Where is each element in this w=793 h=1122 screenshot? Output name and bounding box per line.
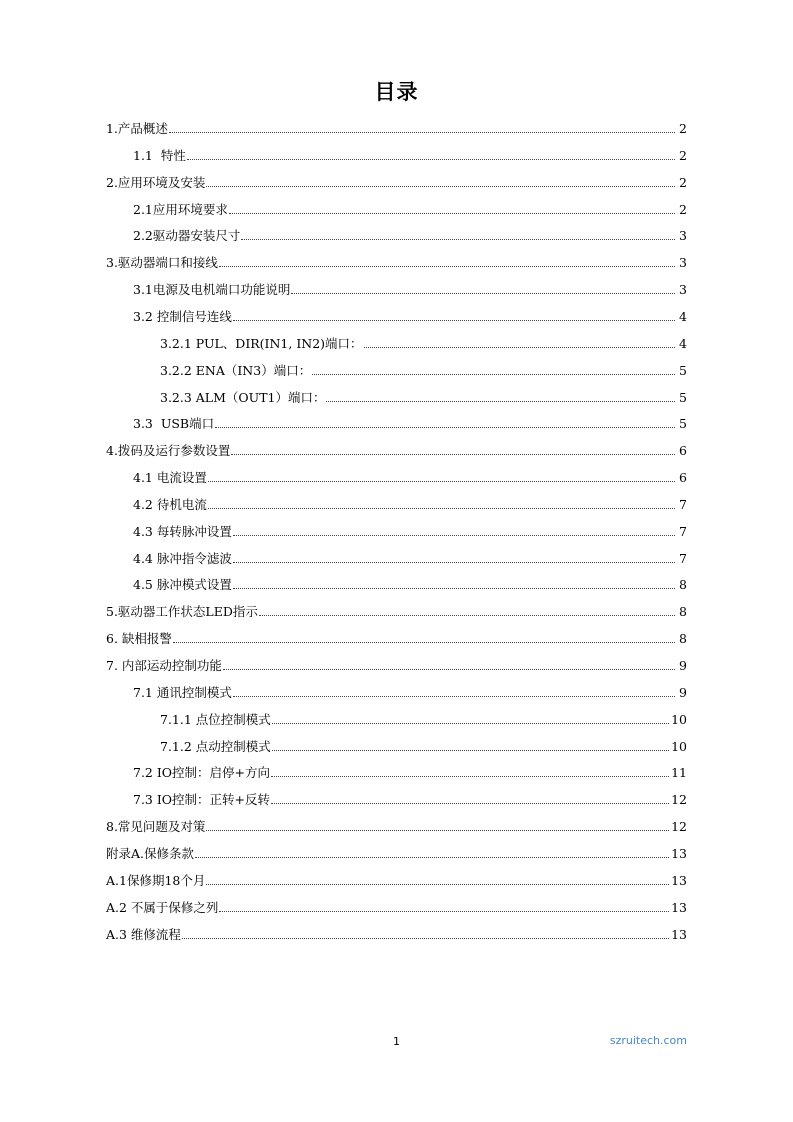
toc-entry-label: 4.4 脉冲指令滤波 xyxy=(133,550,232,566)
toc-entry[interactable] xyxy=(106,164,687,191)
toc-entry[interactable] xyxy=(133,271,687,298)
toc-entry-label: 7.1 通讯控制模式 xyxy=(133,684,232,700)
toc-entry[interactable] xyxy=(106,110,687,137)
toc-entry-page: 13 xyxy=(671,872,687,888)
toc-leader-dots xyxy=(169,132,675,133)
toc-entry-page: 13 xyxy=(671,926,687,942)
toc-leader-dots xyxy=(219,266,675,267)
toc-leader-dots xyxy=(233,320,675,321)
toc-entry-page: 3 xyxy=(679,228,687,244)
toc-leader-dots xyxy=(182,938,669,939)
toc-entry-label: 3.2.3 ALM（OUT1）端口： xyxy=(160,389,326,405)
toc-leader-dots xyxy=(233,562,675,563)
toc-entry-page: 11 xyxy=(671,765,687,781)
toc-leader-dots xyxy=(312,374,675,375)
toc-entry-page: 5 xyxy=(679,362,687,378)
toc-entry-page: 8 xyxy=(679,577,687,593)
toc-entry-page: 10 xyxy=(671,738,687,754)
toc-entry[interactable] xyxy=(133,486,687,513)
toc-entry[interactable] xyxy=(106,889,687,916)
toc-leader-dots xyxy=(272,723,669,724)
toc-entry[interactable] xyxy=(106,862,687,889)
toc-entry[interactable] xyxy=(133,191,687,218)
toc-leader-dots xyxy=(271,776,669,777)
toc-entry[interactable] xyxy=(106,620,687,647)
toc-entry-page: 12 xyxy=(671,792,687,808)
toc-entry[interactable] xyxy=(133,540,687,567)
toc-leader-dots xyxy=(187,159,675,160)
toc-entry-label: 3.2.1 PUL、DIR(IN1, IN2)端口： xyxy=(160,335,363,351)
toc-entry-label: A.1保修期18个月 xyxy=(106,872,206,888)
toc-leader-dots xyxy=(291,293,675,294)
toc-entry-label: 1.1 特性 xyxy=(133,147,186,163)
toc-entry-label: 7.3 IO控制：正转+反转 xyxy=(133,792,271,808)
toc-entry[interactable] xyxy=(133,674,687,701)
toc-entry-page: 12 xyxy=(671,819,687,835)
toc-entry-label: 4.拨码及运行参数设置 xyxy=(106,443,231,459)
toc-entry[interactable] xyxy=(160,379,687,406)
toc-entry[interactable] xyxy=(106,835,687,862)
toc-entry-label: 5.驱动器工作状态LED指示 xyxy=(106,604,258,620)
toc-leader-dots xyxy=(233,588,675,589)
toc-entry-page: 9 xyxy=(679,658,687,673)
toc-entry-label: 3.1电源及电机端口功能说明 xyxy=(133,282,291,298)
toc-entry-label: 7.1.2 点动控制模式 xyxy=(160,738,271,754)
toc-leader-dots xyxy=(215,427,675,428)
toc-entry-label: 4.3 每转脉冲设置 xyxy=(133,523,232,539)
toc-leader-dots xyxy=(208,508,675,509)
toc-entry[interactable] xyxy=(133,566,687,593)
toc-entry[interactable] xyxy=(133,217,687,244)
toc-entry[interactable] xyxy=(133,405,687,432)
toc-entry[interactable] xyxy=(160,352,687,379)
toc-entry-page: 8 xyxy=(679,631,687,647)
toc-entry[interactable] xyxy=(133,513,687,540)
toc-leader-dots xyxy=(206,884,669,885)
toc-leader-dots xyxy=(364,347,675,348)
toc-entry-page: 8 xyxy=(679,604,687,620)
toc-entry-page: 6 xyxy=(679,443,687,459)
toc-entry-label: 7.1.1 点位控制模式 xyxy=(160,711,271,727)
toc-leader-dots xyxy=(173,642,675,643)
toc-entry[interactable] xyxy=(133,781,687,808)
toc-entry-label: 2.应用环境及安装 xyxy=(106,174,206,190)
toc-entry[interactable] xyxy=(106,916,687,943)
toc-entry[interactable] xyxy=(133,754,687,781)
toc-entry[interactable] xyxy=(133,137,687,164)
toc-entry-label: 1.产品概述 xyxy=(106,121,168,136)
toc-leader-dots xyxy=(219,911,669,912)
toc-entry-page: 3 xyxy=(679,282,687,298)
footer-site-link[interactable]: szruitech.com xyxy=(609,1034,687,1047)
toc-entry-label: 2.2驱动器安装尺寸 xyxy=(133,228,241,244)
toc-entry[interactable] xyxy=(133,298,687,325)
toc-entry[interactable] xyxy=(160,701,687,728)
toc-leader-dots xyxy=(231,454,675,455)
toc-entry-page: 13 xyxy=(671,845,687,861)
toc-leader-dots xyxy=(233,696,675,697)
toc-leader-dots xyxy=(195,857,669,858)
toc-entry-page: 13 xyxy=(671,899,687,915)
page-number: 1 xyxy=(393,1035,400,1048)
toc-entry-page: 2 xyxy=(679,121,687,136)
toc-entry[interactable] xyxy=(106,432,687,459)
toc-entry-label: 附录A.保修条款 xyxy=(106,845,195,861)
toc-entry-page: 9 xyxy=(679,684,687,700)
toc-entry-page: 6 xyxy=(679,470,687,486)
toc-entry-page: 10 xyxy=(671,711,687,727)
toc-leader-dots xyxy=(241,239,675,240)
toc-entry-label: A.3 维修流程 xyxy=(106,926,181,942)
toc-entry-label: 2.1应用环境要求 xyxy=(133,201,228,217)
toc-entry-page: 7 xyxy=(679,523,687,539)
toc-entry-label: 4.5 脉冲模式设置 xyxy=(133,577,232,593)
toc-entry[interactable] xyxy=(160,728,687,755)
toc-entry-label: 3.3 USB端口 xyxy=(133,416,215,432)
toc-entry-page: 2 xyxy=(679,201,687,217)
toc-entry[interactable] xyxy=(160,325,687,352)
toc-leader-dots xyxy=(206,186,675,187)
toc-entry-page: 4 xyxy=(679,308,687,324)
toc-entry[interactable] xyxy=(106,808,687,835)
toc-entry-page: 2 xyxy=(679,147,687,163)
toc-leader-dots xyxy=(208,481,675,482)
toc-leader-dots xyxy=(326,401,675,402)
toc-leader-dots xyxy=(271,803,669,804)
toc-entry-label: 4.1 电流设置 xyxy=(133,470,207,486)
toc-entry-label: 7.2 IO控制：启停+方向 xyxy=(133,765,271,781)
toc-entry-page: 2 xyxy=(679,174,687,190)
toc-entry-page: 5 xyxy=(679,416,687,432)
toc-entry-label: A.2 不属于保修之列 xyxy=(106,899,219,915)
toc-leader-dots xyxy=(233,535,675,536)
toc-entry-label: 3.2.2 ENA（IN3）端口： xyxy=(160,362,312,378)
toc-entry-label: 8.常见问题及对策 xyxy=(106,819,206,835)
toc-entry-page: 5 xyxy=(679,389,687,405)
toc-entry-label: 3.驱动器端口和接线 xyxy=(106,255,218,271)
toc-leader-dots xyxy=(259,615,675,616)
toc-entry-label: 4.2 待机电流 xyxy=(133,496,207,512)
toc-entry[interactable] xyxy=(133,459,687,486)
toc-entry-page: 7 xyxy=(679,496,687,512)
toc-leader-dots xyxy=(223,669,675,670)
toc-entry[interactable] xyxy=(106,593,687,620)
toc-entry-page: 7 xyxy=(679,550,687,566)
toc-leader-dots xyxy=(206,830,669,831)
toc-entry[interactable] xyxy=(106,647,687,674)
toc-entry-label: 6. 缺相报警 xyxy=(106,631,172,647)
toc-leader-dots xyxy=(272,750,669,751)
toc-entry-label: 7. 内部运动控制功能 xyxy=(106,658,222,673)
toc-entry-page: 4 xyxy=(679,335,687,351)
toc-entry-page: 3 xyxy=(679,255,687,271)
page-title: 目录 xyxy=(374,80,419,104)
toc-leader-dots xyxy=(229,213,675,214)
toc-entry-label: 3.2 控制信号连线 xyxy=(133,308,232,324)
toc-entry[interactable] xyxy=(106,244,687,271)
